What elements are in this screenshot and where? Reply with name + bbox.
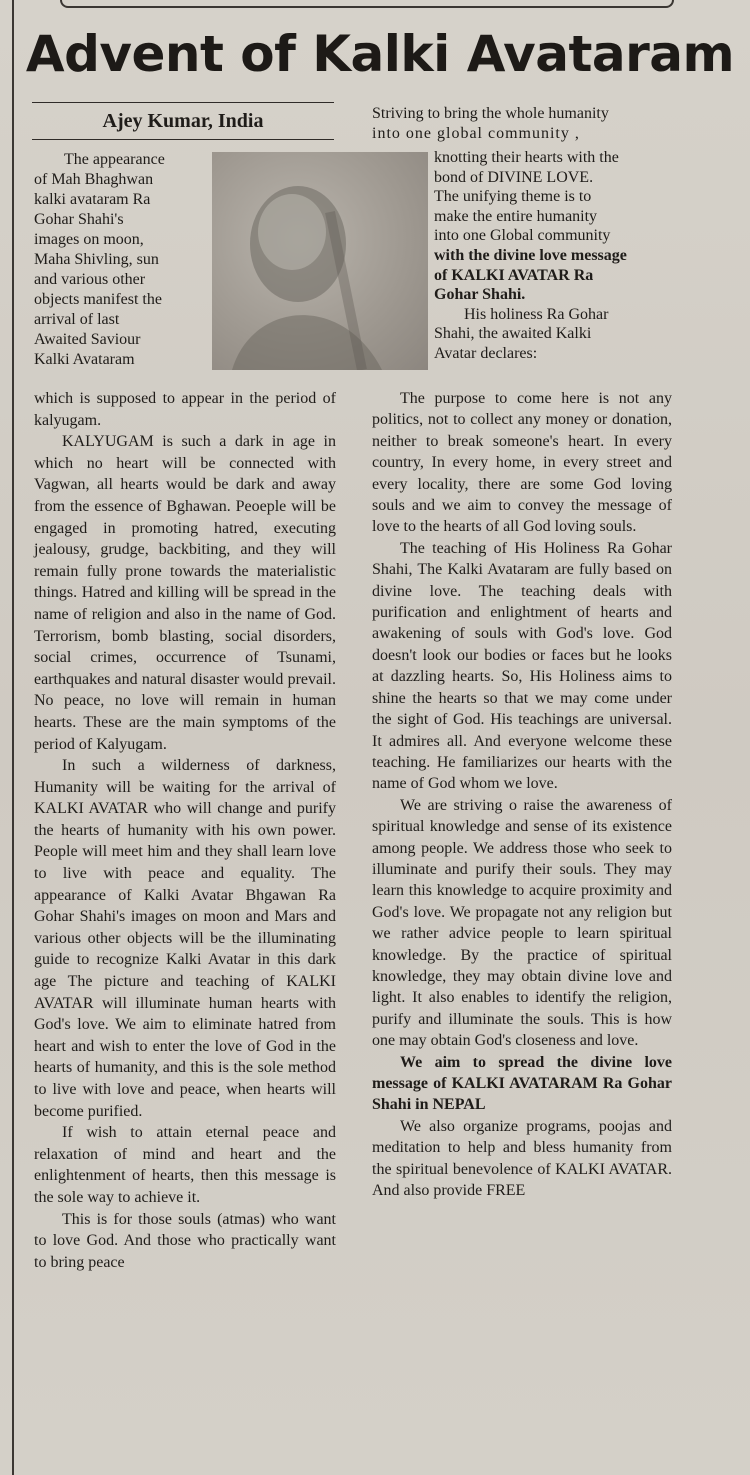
paragraph: We aim to spread the divine love message of KALKI AVATARAM Ra Gohar Shahi in NEPAL: [372, 1053, 672, 1114]
text-line: bond of DIVINE LOVE.: [434, 168, 594, 186]
article-headline: Advent of Kalki Avataram: [25, 25, 735, 83]
intro-line: images on moon,: [34, 231, 144, 248]
article-byline: Ajey Kumar, India: [32, 102, 334, 140]
intro-line: Gohar Shahi's: [34, 211, 124, 228]
author-photo: [212, 152, 428, 370]
top-border-rule: [60, 0, 674, 8]
paragraph: We are striving o raise the awareness of spiritual knowledge and sense of its existence among people. We address those who seek to illuminate and purify their souls. They may learn this knowledge to acquire proximity and God's love. We propagate not any religion but we rather advice people to learn spiritual knowledge. By the practice of spiritual knowledge, they may obtain divine love and light. It also enables to identify the religion, purify and illuminate the souls. This is how one may obtain God's closeness and love.: [372, 796, 672, 1050]
paragraph: KALYUGAM is such a dark in age in which no heart will be connected with Vagwan, all hearts would be dark and away from the essence of Bghawan. Peoeple will be engaged in promoting hatred, executing jealousy, grudge, backbiting, and they will remain fully prone towards the materialistic things. Hatred and killing will be spread in the name of religion and also in the name of God. Terrorism, bomb blasting, social disorders, social crimes, occurrence of Tsunami, earthquakes and natural disaster would prevail. No peace, no love will remain in human hearts. These are the main symptoms of the period of Kalyugam.: [34, 433, 336, 753]
text-line: with the divine love message: [434, 246, 627, 264]
intro-line: arrival of last: [34, 311, 120, 328]
intro-line: objects manifest the: [34, 291, 162, 308]
text-line: knotting their hearts with the: [434, 149, 619, 166]
intro-line: Kalki Avataram: [34, 351, 135, 368]
paragraph: which is supposed to appear in the period of kalyugam.: [34, 390, 336, 429]
paragraph: We also organize programs, poojas and meditation to help and bless humanity from the spiritual benevolence of KALKI AVATAR. And also provide FREE: [372, 1117, 672, 1200]
left-column: [34, 388, 336, 1273]
text-line: Shahi, the awaited Kalki: [434, 325, 592, 343]
paragraph: If wish to attain eternal peace and relaxation of mind and heart and the enlightenment of hearts, then this message is the sole way to achieve it.: [34, 1124, 336, 1206]
intro-line: Maha Shivling, sun: [34, 251, 159, 268]
intro-paragraph: [34, 150, 206, 370]
paragraph: The purpose to come here is not any politics, not to collect any money or donation, neither to break someone's heart. In every country, In every home, in every street and every locality, there are some God loving souls and we aim to convey the message of love to the hearts of all God loving souls.: [372, 390, 672, 536]
paragraph: The teaching of His Holiness Ra Gohar Shahi, The Kalki Avataram are fully based on divine love. The teaching deals with purification and enlightment of hearts and awakening of souls with God's love. God doesn't look our bodies or faces but he looks at dazzling hearts. So, His Holiness aims to shine the hearts so that we may come under the sight of God. His teachings are universal. It admires all. And everyone welcome these teaching. He familiarizes our hearts with the name of God whom we love.: [372, 539, 672, 793]
paragraph: This is for those souls (atmas) who want to love God. And those who practically want to bring peace: [34, 1210, 336, 1271]
text-line: Avatar declares:: [434, 344, 538, 362]
text-line: The unifying theme is to: [434, 188, 592, 206]
text-line: into one global community ,: [372, 124, 580, 142]
column-rule: [12, 0, 14, 1475]
text-line: make the entire humanity: [434, 207, 598, 225]
right-column-wrapped: [434, 148, 672, 364]
text-line: of KALKI AVATAR Ra: [434, 266, 594, 284]
right-column: [372, 388, 672, 1201]
text-line: Striving to bring the whole humanity: [372, 105, 609, 122]
right-column-top: [372, 104, 672, 143]
intro-line: The appearance: [64, 151, 165, 168]
paragraph: In such a wilderness of darkness, Humanity will be waiting for the arrival of KALKI AVATAR who will change and purify the hearts of humanity with his own power. People will meet him and they shall learn love to live with peace and equality. The appearance of Kalki Avatar Bhgawan Ra Gohar Shahi's images on moon and Mars and various other objects will be the illuminating guide to recognize Kalki Avatar in this dark age The picture and teaching of KALKI AVATAR will illuminate human hearts with God's love. We aim to eliminate hatred from heart and wish to enter the love of God in the hearts of humanity, and this is the sole method to live with love and peace, when hearts will become purified.: [34, 757, 336, 1120]
intro-line: kalki avataram Ra: [34, 191, 151, 208]
text-line: into one Global community: [434, 227, 611, 245]
text-line: His holiness Ra Gohar: [464, 305, 609, 323]
text-line: Gohar Shahi.: [434, 286, 526, 304]
portrait-figure: [212, 152, 428, 370]
intro-line: and various other: [34, 271, 146, 288]
intro-line: Awaited Saviour: [34, 331, 141, 348]
intro-line: of Mah Bhaghwan: [34, 171, 154, 188]
